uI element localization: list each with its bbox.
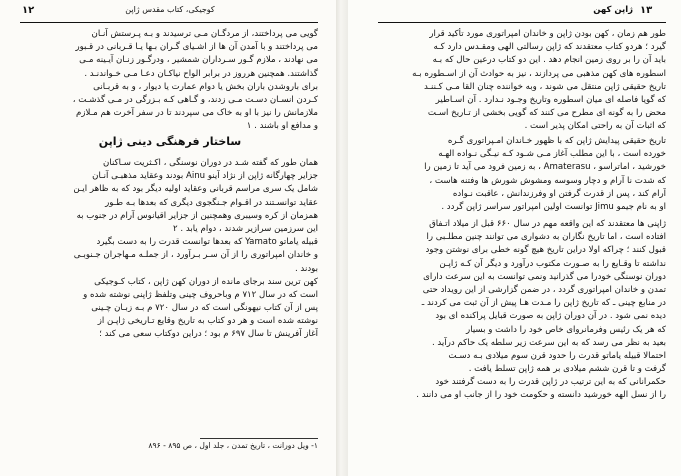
- right-page-number: ۱۳: [640, 5, 653, 16]
- text-line: افتاده است ، اما تاریخ نگاران به دشواری می توانند چنین مطلـبی را: [426, 232, 666, 243]
- text-line: همان طور که گفته شـد در دوران نوسنگی ، اکـثریت سـاکنان: [103, 158, 318, 168]
- left-running-title: کوجیکی، کتاب مقدس ژاپن: [125, 5, 215, 14]
- text-line: طور هم زمان ، کهن بودن ژاپن و خاندان امپراتوری مورد تأکید قرار: [429, 29, 666, 39]
- text-line: گرفت و تا قرن ششم میلادی بر همه ژاپن تسلط یافت .: [468, 364, 666, 375]
- text-line: دیده نمی شود . در آن دوران ژاپن به صورت قبایل پراکنده ای بود: [435, 311, 666, 322]
- text-line: گذاشتند. همچنین هرروز در برابر الواح نیاکـان دعـا مـی خـواندنـد .: [84, 68, 318, 79]
- text-line: برای باروشدن باران بخش یا دوام عمارت یا دیوار ، و به قربـانی: [93, 81, 318, 92]
- text-line: بودند .: [294, 263, 318, 274]
- text-line: جزایر چهارگانه ژاپن از نژاد آینو Ainu بودند وعقاید مذهبـی آنـان: [92, 171, 318, 182]
- text-line: را از نسل الهه خورشید دانسته و حکومت خود را از جانب او می دانند .: [416, 390, 666, 401]
- right-paragraph-2: [378, 135, 666, 214]
- text-line: بعید به نظر می رسد که به این سرعت زیر سلطه یک حاکم درآید .: [431, 337, 666, 348]
- text-line: می پرداختند و با آمدن آن ها از اشـیای گـران بـها یـا قـربانی در قـبور: [75, 42, 318, 53]
- text-line: و خاندان امپراتوری را از آن سـر بـرآورد ، از جملـه مـهاجران جـنوبـی: [73, 250, 318, 261]
- text-line: است که در سال ۷۱۲ م وباحروف چینی وتلفظ ژاپنی نوشته شده و: [83, 289, 318, 300]
- left-paragraph-2: [22, 157, 318, 342]
- text-line: خورشید ، اماتراسو ، Amaterasu ، به زمین فرود می آید تا زمین را: [424, 162, 666, 173]
- text-line: خورده است ، با این مطلب آغاز مـی شـود کـه نیـگی نـواده الهـه: [438, 149, 666, 160]
- text-line: گویی می پرداختند، از مردگـان مـی ترسیدند و بـه پـرستش آنـان: [91, 29, 318, 39]
- text-line: دوران نوسنگی خودرا می گذرانید ونمی توانست به این سرعت دارای: [423, 271, 666, 282]
- text-line: آرام کند ، پس از قدرت گرفتن او وفرزندانش ، عاقبت نـواده: [452, 188, 666, 199]
- text-line: اسطوره های کهن مذهبی می پردازند ، نیز به حوادث آن از اسـطوره بـه: [412, 68, 666, 79]
- text-line: باید آن را بر روی زمین انجام دهد . این دو کتاب درعین حال که بـه: [432, 55, 666, 66]
- right-paragraph-3: [378, 218, 666, 403]
- footnote-rule: [200, 438, 318, 439]
- text-line: محض را به گونه ای مطرح می کنند که گویی بخشی از تـاریخ اسـت: [427, 108, 666, 119]
- text-line: عقاید توانسـتند در اقـوام جـنگجوی دیگری که بعدها بـه طـور: [105, 197, 318, 208]
- text-line: تاریخ حقیقی ژاپن منتقل می شوند ، وبه خواننده چنان القا مـی کـننـد: [423, 81, 666, 92]
- footnote: ۱- ویل دورانت ، تاریخ تمدن ، جلد اول ، ص ۸۹۵ - ۸۹۶: [148, 441, 318, 450]
- text-line: کـردن انسـان دسـت مـی زدند، و گـاهی کـه بـزرگی در مـی گذشـت ،: [72, 94, 318, 105]
- left-header-rule: [20, 22, 318, 23]
- left-page: [0, 0, 336, 476]
- right-header-rule: [378, 22, 666, 23]
- text-line: ملازمانش را نیز با او به خاک می سپردند تا در سفر آخرت هم مـلازم: [76, 108, 318, 119]
- left-page-number: ۱۲: [22, 5, 35, 16]
- book-gutter: [336, 0, 348, 476]
- text-line: ژاپنی ها معتقدند که این واقعه مهم در سال ۶۶۰ قبل از میلاد اتـفاق: [429, 219, 666, 229]
- text-line: پس از آن کتاب نیهونگی است که در سال ۷۲۰ م بـه زبـان چـینی: [91, 303, 318, 314]
- text-line: نوشته شده است و هر دو کتاب به تاریخ وقایع تـاریخی ژاپـن از: [97, 316, 318, 327]
- left-paragraph-1: [22, 28, 318, 134]
- text-line: که هر یک رئیس وفرمانروای خاص خود را داشت و بسیار: [466, 324, 666, 335]
- text-line: قبول کنند ؛ چراکه اولا دراین تاریخ هیچ گونه خطی برای نوشتن وجود: [425, 245, 666, 256]
- text-line: حکمرانانی که به این ترتیب در ژاپن قدرت را به دست گرفتند خود: [435, 377, 666, 388]
- text-line: این سرزمین سرازیر شدند ، دوام یابد . ۲: [173, 223, 318, 234]
- right-running-title: ژاپن کهن: [593, 5, 633, 15]
- text-line: کهن ترین سند برجای مانده از دوران کهن ژاپن ، کتاب کـوجیکی: [94, 276, 318, 287]
- text-line: تمدن و خاندان امپراتوری گردد ، در ضمن گزارشی از این رویداد حتی: [422, 284, 666, 295]
- text-line: او به نام جیمو Jimu توانست اولین امپراتور سراسر ژاپن گردد .: [441, 201, 666, 212]
- text-line: گیرد ؛ هردو کتاب معتقدند که ژاپن رسالتی الهی ومقـدس دارد کـه: [433, 42, 666, 53]
- text-line: احتمالا قبیله یاماتو قدرت را حدود قرن سوم میلادی بـه دسـت: [448, 350, 666, 361]
- text-line: قبیله یاماتو Yamato که بعدها توانست قدرت را به دست بگیرد: [96, 237, 318, 248]
- right-page: [348, 0, 681, 476]
- text-line: نداشته تا وقـایع را به صـورت مکتوب درآورد و دیگر آن کـه ژاپـن: [439, 258, 666, 269]
- right-paragraph-1: [378, 28, 666, 134]
- text-line: تاریخ حقیقی پیدایش ژاپن که با ظهور خـاندان امـپراتوری گـره: [447, 136, 666, 146]
- text-line: که اثبات آن به راحتی امکان پذیر است .: [524, 121, 666, 132]
- text-line: می نهادند ، ملازم گـور سـرداران شمشیر ، ودرگـور زنـان آیـینه مـی: [79, 55, 318, 66]
- text-line: و مدافع او باشند . ۱: [246, 121, 318, 132]
- text-line: در منابع چینی ـ که تاریخ ژاپن را مـدت هـا پیش از آن ثبت می کردند ـ: [421, 298, 666, 309]
- section-heading: ساختار فرهنگی دینی ژاپن: [98, 135, 242, 148]
- text-line: آغاز آفرینش تا سال ۶۹۷ م بود ؛ دراین دوکتاب سعی می کند ؛: [99, 329, 318, 340]
- text-line: شامل یک سری مراسم قربانی وعقاید اولیه دیگر بود که به ظاهر ایـن: [73, 184, 318, 195]
- text-line: که شدت نا آرام و دچار وسوسه ومشوش شورش ها وفتنه هاست ،: [429, 175, 666, 186]
- text-line: که گویا فاصله ای میان اسطوره وتاریخ وجـود نـدارد . آن اسـاطیر: [435, 94, 666, 105]
- text-line: همزمان از کره وسیبری وهمچنین از جزایر اقیانوس آرام در جنوب به: [76, 210, 318, 221]
